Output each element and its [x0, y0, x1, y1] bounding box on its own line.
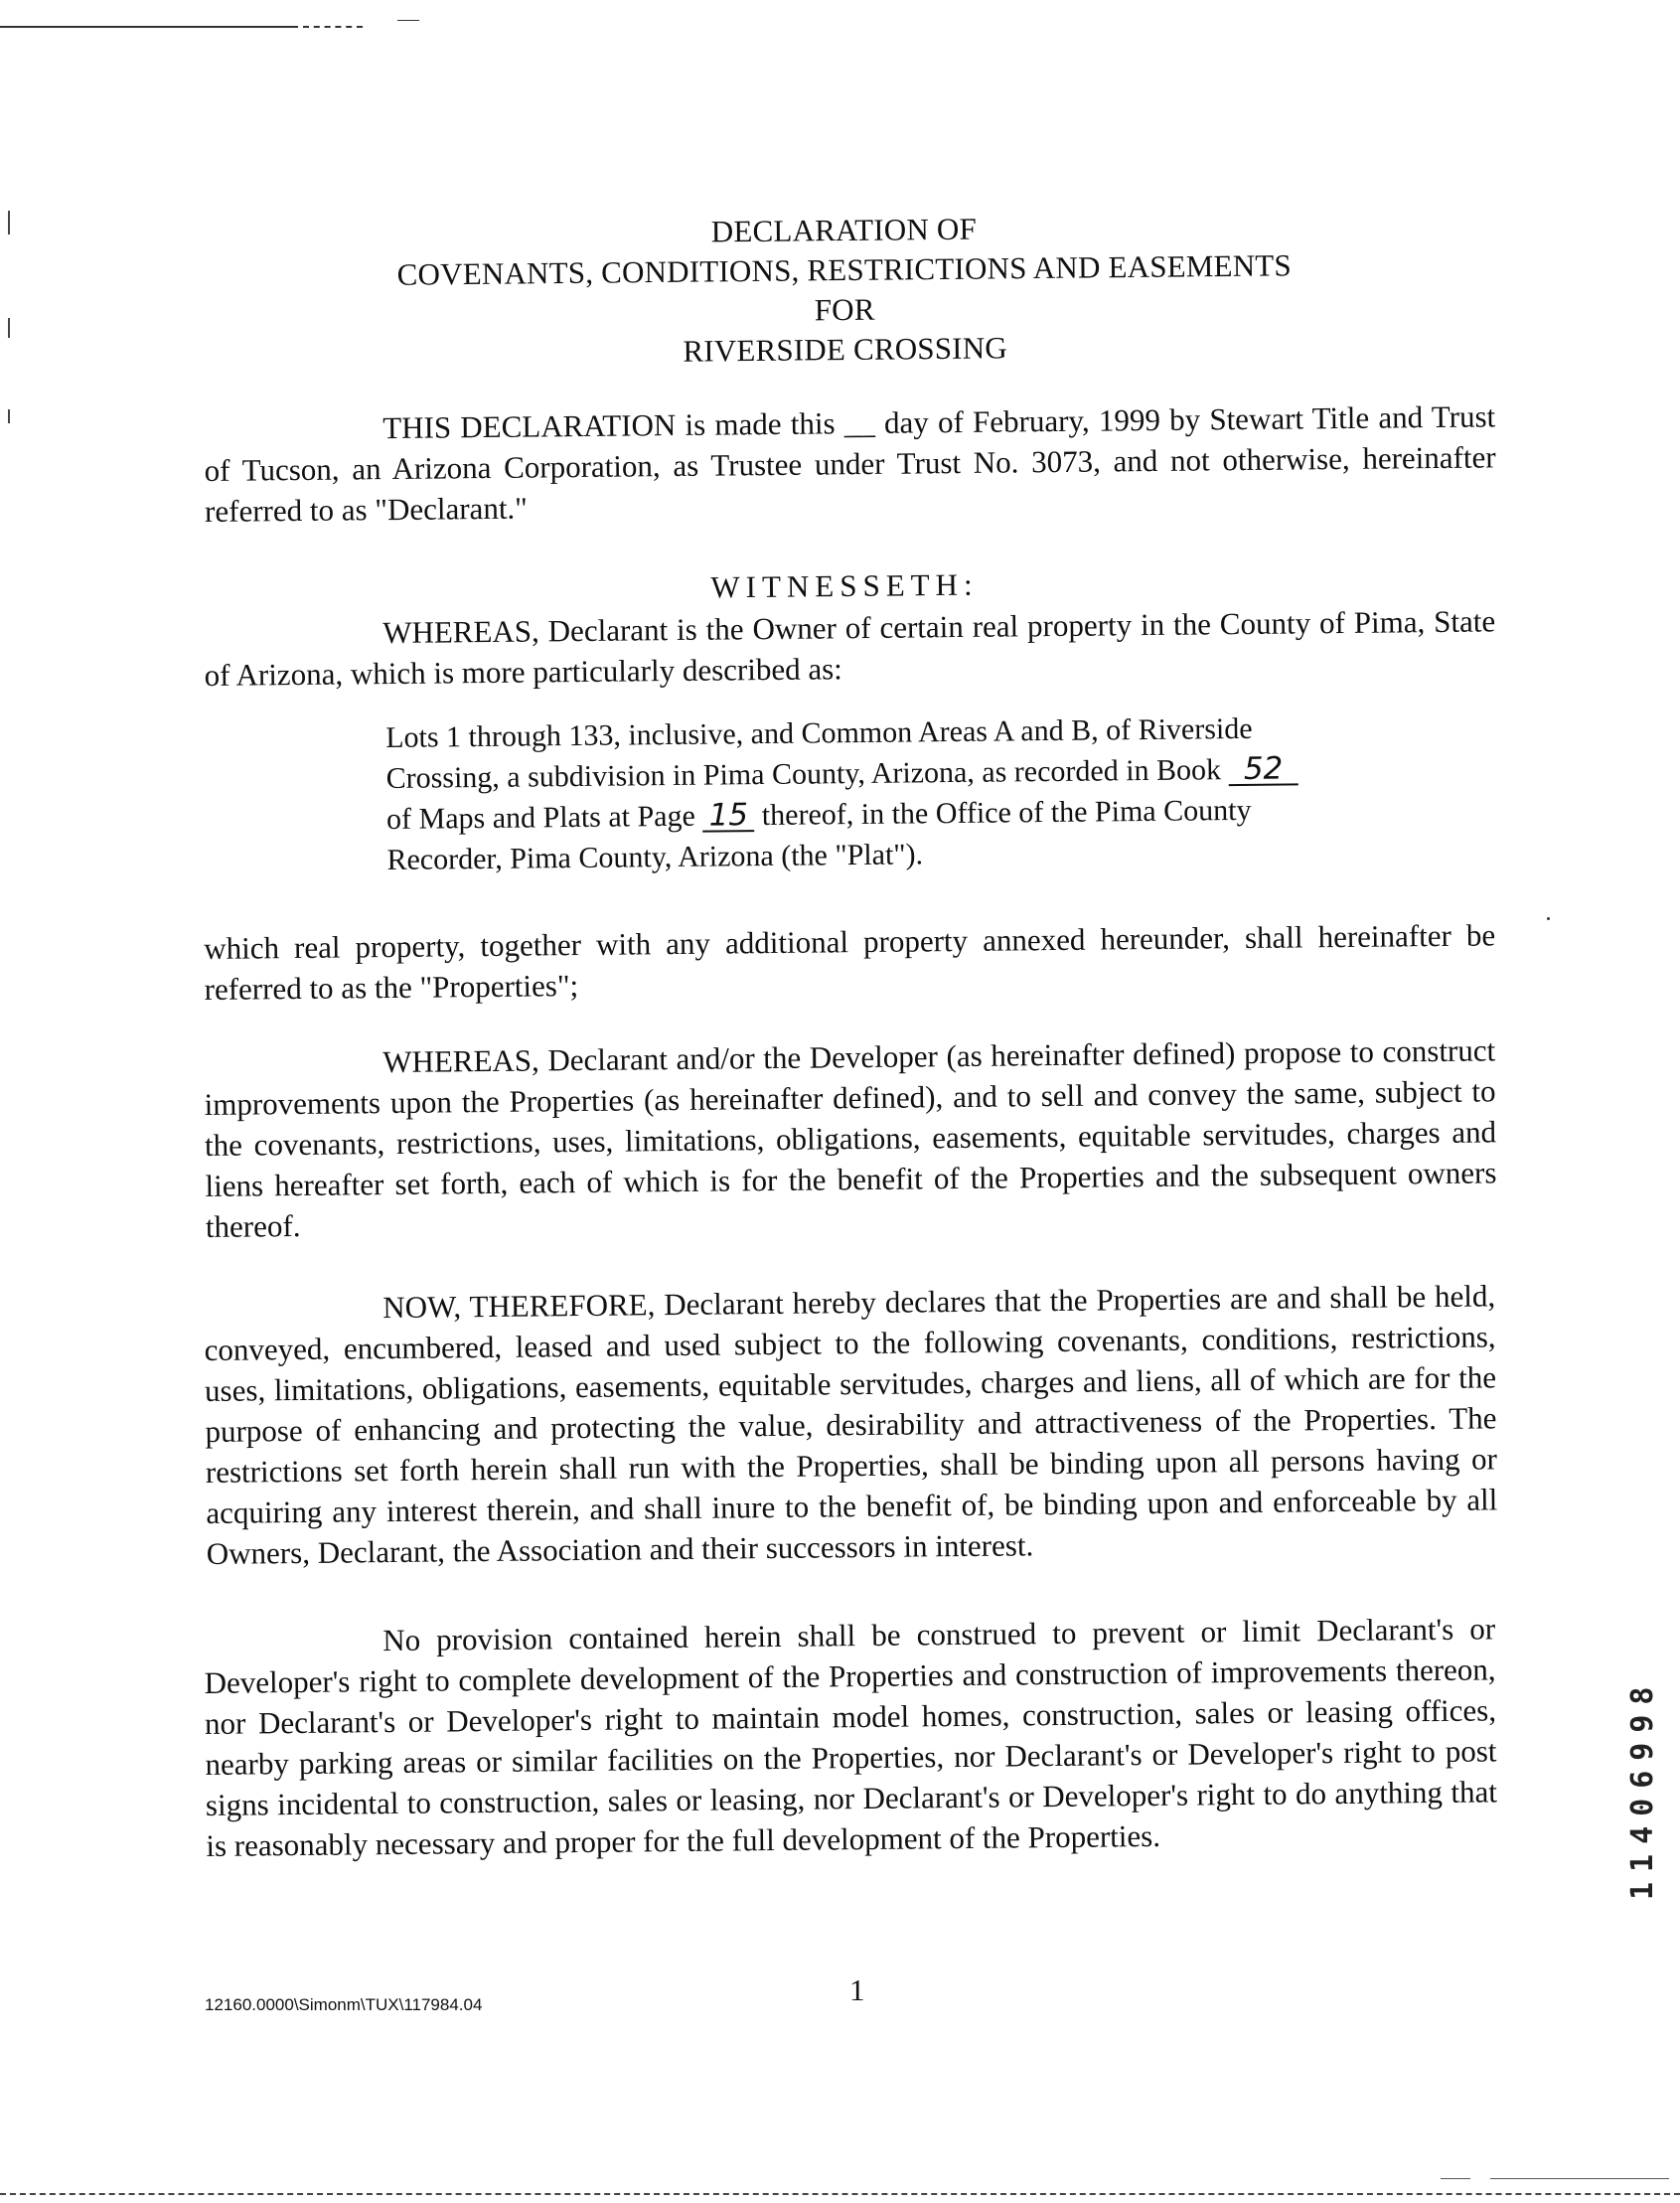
legal-description	[385, 708, 1331, 880]
recorder-stamp	[1625, 1562, 1659, 1900]
margin-mark	[8, 409, 10, 423]
title-line: DECLARATION OF	[710, 211, 978, 249]
margin-mark	[8, 318, 10, 338]
scan-artifact-line	[0, 2193, 1680, 2195]
title-line: FOR	[814, 291, 875, 328]
document-title	[337, 206, 1352, 376]
witnesseth-heading: WITNESSETH:	[710, 566, 979, 605]
title-line: COVENANTS, CONDITIONS, RESTRICTIONS AND EASEMENTS	[396, 247, 1293, 292]
handwritten-page-number: 15	[702, 800, 754, 833]
intro-paragraph: THIS DECLARATION is made this __ day of February, 1999 by Stewart Title and Trust of Tucson, an Arizona Corporation, as Trustee under Trust No. 3073, and not otherwise, hereinafter referred to as "Declarant."	[204, 398, 1496, 529]
scan-speck	[1547, 917, 1550, 920]
which-clause-paragraph: which real property, together with any additional property annexed hereunder, shall hereinafter be referred to as the "Properties";	[204, 917, 1496, 1007]
scan-artifact-line	[1490, 2178, 1669, 2179]
legal-description-text: thereof, in the Office of the Pima County Recorder, Pima County, Arizona (the "Plat").	[386, 793, 1252, 876]
no-provision-paragraph: No provision contained herein shall be construed to prevent or limit Declarant's or Developer's right to complete development of the Properties and construction of improvements thereon, nor Declarant's or Developer's right to maintain model homes, construction, sales or leasing offices, nearby parking areas or similar facilities on the Properties, nor Declarant's or Developer's right to post signs incidental to construction, sales or leasing, nor Declarant's or Developer's right to do anything that is reasonably necessary and proper for the full development of the Properties.	[204, 1611, 1498, 1863]
scan-artifact-line	[303, 26, 363, 28]
scan-artifact-line	[0, 26, 298, 28]
title-line: RIVERSIDE CROSSING	[683, 330, 1008, 369]
scan-artifact-line	[397, 20, 419, 21]
page-number: 1	[849, 1972, 865, 2007]
legal-description-text: Lots 1 through 133, inclusive, and Common Areas A and B, of Riverside Crossing, a subdivision in Pima County, Arizona, as recorded in Book	[385, 711, 1253, 795]
whereas-paragraph-1: WHEREAS, Declarant is the Owner of certain real property in the County of Pima, State of Arizona, which is more particularly described as:	[204, 603, 1496, 693]
now-therefore-paragraph: NOW, THEREFORE, Declarant hereby declares that the Properties are and shall be held, conveyed, encumbered, leased and used subject to the following covenants, conditions, restrictions, uses, limitations, obligations, easements, equitable servitudes, charges and liens, all of which are for the purpose of enhancing and protecting the value, desirability and attractiveness of the Properties. The restrictions set forth herein shall run with the Properties, shall be binding upon all persons having or acquiring any interest therein, and shall inure to the benefit of, be binding upon and enforceable by all Owners, Declarant, the Association and their successors in interest.	[204, 1278, 1498, 1571]
scan-artifact-line	[1441, 2178, 1470, 2179]
file-reference: 12160.0000\Simonm\TUX\117984.04	[205, 1995, 483, 2014]
margin-mark	[8, 211, 10, 235]
handwritten-book-number: 52	[1228, 753, 1298, 786]
whereas-paragraph-2: WHEREAS, Declarant and/or the Developer (as hereinafter defined) propose to construct improvements upon the Properties (as hereinafter defined), and to sell and convey the same, subject to the covenants, restrictions, uses, limitations, obligations, easements, equitable servitudes, charges and liens hereafter set forth, each of which is for the benefit of the Properties and the subsequent owners thereof.	[204, 1032, 1497, 1244]
legal-description-text: of Maps and Plats at Page	[385, 799, 696, 836]
recorder-stamp-number: 11406998	[1625, 1676, 1660, 1900]
